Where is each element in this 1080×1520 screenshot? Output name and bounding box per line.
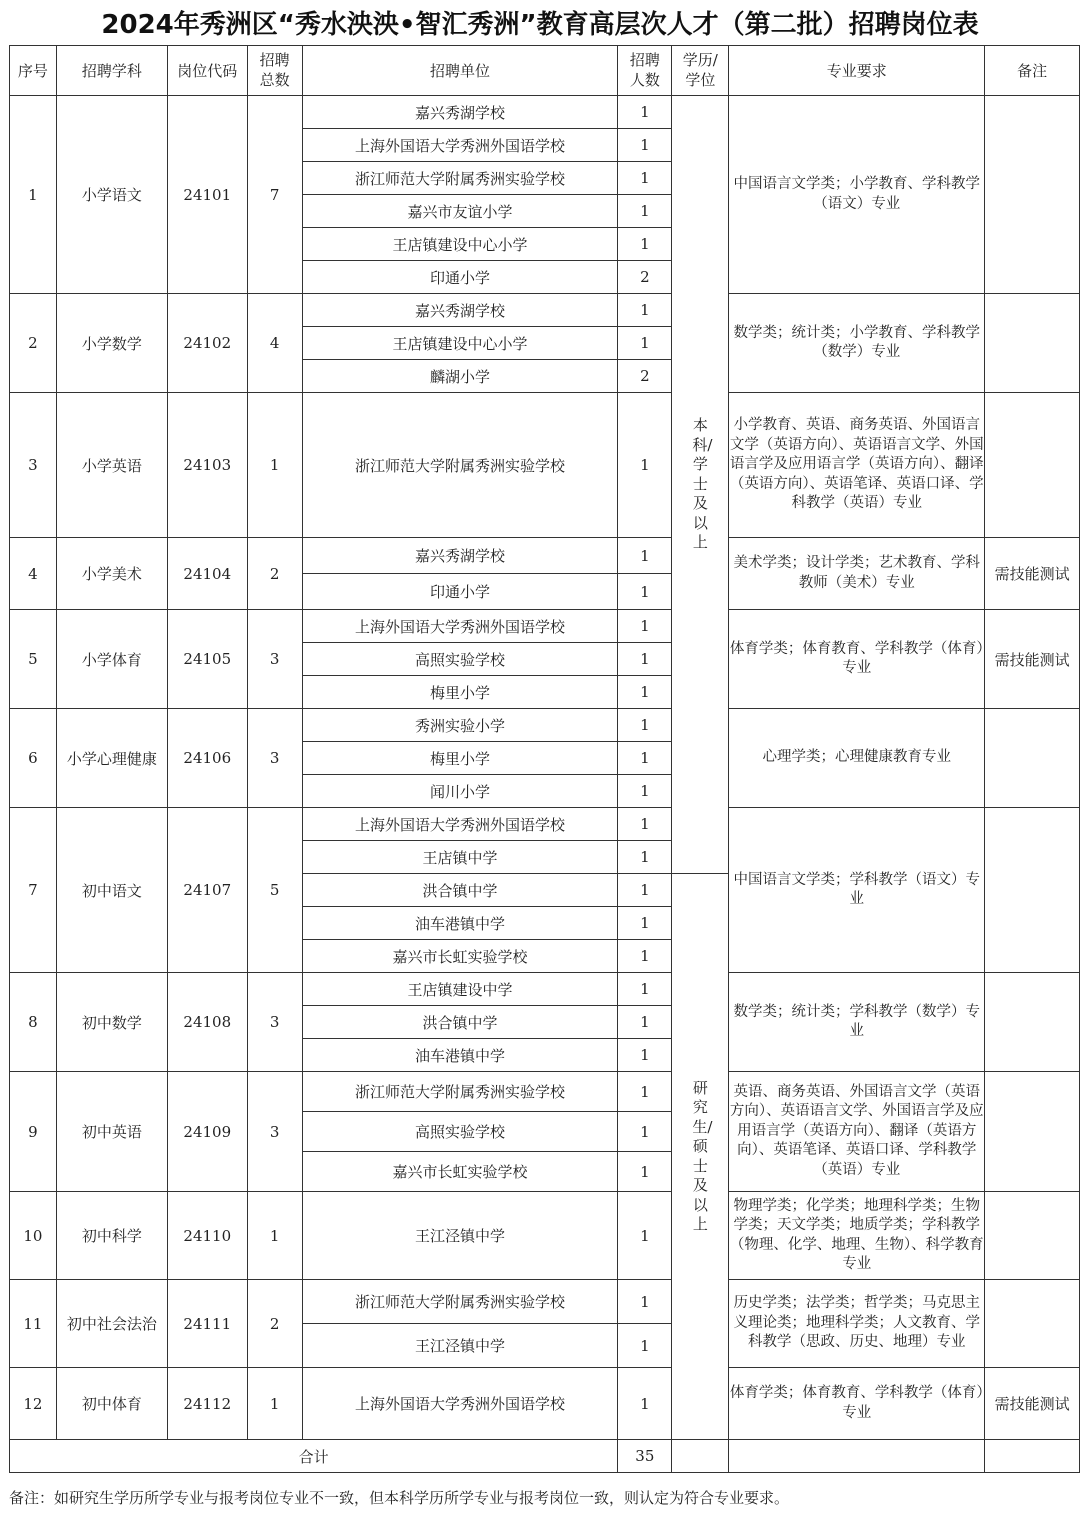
- major-cell: 美术学类；设计学类；艺术教育、学科教师（美术）专业: [729, 538, 985, 610]
- total-edu-empty: [672, 1440, 729, 1473]
- code-cell: 24101: [168, 96, 247, 294]
- total-cell: 1: [247, 1192, 302, 1280]
- count-cell: 1: [618, 742, 672, 775]
- subject-cell: 初中科学: [56, 1192, 167, 1280]
- total-cell: 1: [247, 1368, 302, 1440]
- header-subject: 招聘学科: [56, 46, 167, 96]
- unit-cell: 梅里小学: [302, 676, 617, 709]
- unit-cell: 王江泾镇中学: [302, 1192, 617, 1280]
- count-cell: 1: [618, 96, 672, 129]
- count-cell: 1: [618, 1152, 672, 1192]
- unit-cell: 麟湖小学: [302, 360, 617, 393]
- count-cell: 1: [618, 841, 672, 874]
- unit-cell: 洪合镇中学: [302, 874, 617, 907]
- table-row: [10, 294, 1080, 327]
- major-cell: 体育学类；体育教育、学科教学（体育）专业: [729, 1368, 985, 1440]
- seq-cell: 4: [10, 538, 57, 610]
- count-cell: 1: [618, 294, 672, 327]
- unit-cell: 高照实验学校: [302, 643, 617, 676]
- subject-cell: 初中英语: [56, 1072, 167, 1192]
- unit-cell: 高照实验学校: [302, 1112, 617, 1152]
- unit-cell: 嘉兴秀湖学校: [302, 96, 617, 129]
- footnote: 备注：如研究生学历所学专业与报考岗位专业不一致，但本科学历所学专业与报考岗位一致，则认定为符合专业要求。: [9, 1489, 790, 1507]
- major-cell: 中国语言文学类；学科教学（语文）专业: [729, 808, 985, 973]
- major-cell: 历史学类；法学类；哲学类；马克思主义理论类；地理科学类；人文教育、学科教学（思政、历史、地理）专业: [729, 1280, 985, 1368]
- unit-cell: 浙江师范大学附属秀洲实验学校: [302, 1280, 617, 1324]
- code-cell: 24104: [168, 538, 247, 610]
- count-cell: 1: [618, 129, 672, 162]
- seq-cell: 2: [10, 294, 57, 393]
- table-row: [10, 538, 1080, 574]
- total-cell: 3: [247, 973, 302, 1072]
- table-row: [10, 96, 1080, 129]
- seq-cell: 8: [10, 973, 57, 1072]
- education-cell: [672, 96, 729, 874]
- remark-cell: [985, 808, 1080, 973]
- unit-cell: 嘉兴市长虹实验学校: [302, 1152, 617, 1192]
- header-major: 专业要求: [729, 46, 985, 96]
- remark-cell: [985, 973, 1080, 1072]
- education-cell: [672, 874, 729, 1440]
- major-cell: 物理学类；化学类；地理科学类；生物学类；天文学类；地质学类；学科教学（物理、化学、地理、生物）、科学教育专业: [729, 1192, 985, 1280]
- seq-cell: 7: [10, 808, 57, 973]
- total-major-empty: [729, 1440, 985, 1473]
- unit-cell: 上海外国语大学秀洲外国语学校: [302, 129, 617, 162]
- seq-cell: 6: [10, 709, 57, 808]
- header-seq: 序号: [10, 46, 57, 96]
- code-cell: 24109: [168, 1072, 247, 1192]
- code-cell: 24102: [168, 294, 247, 393]
- code-cell: 24111: [168, 1280, 247, 1368]
- unit-cell: 王店镇建设中心小学: [302, 228, 617, 261]
- unit-cell: 闻川小学: [302, 775, 617, 808]
- subject-cell: 小学英语: [56, 393, 167, 538]
- count-cell: 1: [618, 1039, 672, 1072]
- recruitment-table: [9, 45, 1080, 1473]
- page-title: 2024年秀洲区“秀水泱泱•智汇秀洲”教育高层次人才（第二批）招聘岗位表: [101, 10, 979, 40]
- unit-cell: 上海外国语大学秀洲外国语学校: [302, 1368, 617, 1440]
- table-row: [10, 1192, 1080, 1280]
- table-row: [10, 610, 1080, 643]
- unit-cell: 嘉兴市长虹实验学校: [302, 940, 617, 973]
- remark-cell: [985, 1280, 1080, 1368]
- major-cell: 心理学类；心理健康教育专业: [729, 709, 985, 808]
- count-cell: 1: [618, 1072, 672, 1112]
- count-cell: 1: [618, 940, 672, 973]
- count-cell: 1: [618, 709, 672, 742]
- seq-cell: 12: [10, 1368, 57, 1440]
- major-cell: 英语、商务英语、外国语言文学（英语方向）、英语语言文学、外国语言学及应用语言学（英语方向）、翻译（英语方向）、英语笔译、英语口译、学科教学（英语）专业: [729, 1072, 985, 1192]
- count-cell: 2: [618, 261, 672, 294]
- seq-cell: 5: [10, 610, 57, 709]
- code-cell: 24105: [168, 610, 247, 709]
- count-cell: 1: [618, 393, 672, 538]
- code-cell: 24112: [168, 1368, 247, 1440]
- count-cell: 1: [618, 1280, 672, 1324]
- subject-cell: 初中语文: [56, 808, 167, 973]
- unit-cell: 浙江师范大学附属秀洲实验学校: [302, 1072, 617, 1112]
- unit-cell: 嘉兴秀湖学校: [302, 538, 617, 574]
- header-code: 岗位代码: [168, 46, 247, 96]
- remark-cell: 需技能测试: [985, 610, 1080, 709]
- table-row: [10, 709, 1080, 742]
- total-row: [10, 1440, 1080, 1473]
- remark-cell: [985, 393, 1080, 538]
- total-cell: 7: [247, 96, 302, 294]
- unit-cell: 王店镇建设中学: [302, 973, 617, 1006]
- seq-cell: 10: [10, 1192, 57, 1280]
- header-row: [10, 46, 1080, 96]
- total-remark-empty: [985, 1440, 1080, 1473]
- count-cell: 1: [618, 907, 672, 940]
- count-cell: 1: [618, 874, 672, 907]
- count-cell: 1: [618, 195, 672, 228]
- count-cell: 1: [618, 1368, 672, 1440]
- unit-cell: 上海外国语大学秀洲外国语学校: [302, 610, 617, 643]
- count-cell: 1: [618, 1006, 672, 1039]
- total-value: 35: [618, 1440, 672, 1473]
- code-cell: 24108: [168, 973, 247, 1072]
- count-cell: 1: [618, 973, 672, 1006]
- count-cell: 1: [618, 808, 672, 841]
- unit-cell: 秀洲实验小学: [302, 709, 617, 742]
- header-unit: 招聘单位: [302, 46, 617, 96]
- remark-cell: [985, 1072, 1080, 1192]
- header-remark: 备注: [985, 46, 1080, 96]
- count-cell: 1: [618, 1192, 672, 1280]
- total-cell: 3: [247, 610, 302, 709]
- remark-cell: [985, 709, 1080, 808]
- count-cell: 1: [618, 643, 672, 676]
- total-cell: 4: [247, 294, 302, 393]
- header-total: 招聘总数: [247, 46, 302, 96]
- count-cell: 1: [618, 676, 672, 709]
- unit-cell: 浙江师范大学附属秀洲实验学校: [302, 393, 617, 538]
- education-text: 研究生/硕士及以上: [692, 1078, 713, 1233]
- code-cell: 24110: [168, 1192, 247, 1280]
- major-cell: 数学类；统计类；学科教学（数学）专业: [729, 973, 985, 1072]
- subject-cell: 初中社会法治: [56, 1280, 167, 1368]
- total-cell: 3: [247, 1072, 302, 1192]
- count-cell: 1: [618, 327, 672, 360]
- education-text: 本科/学士及以上: [692, 416, 713, 552]
- unit-cell: 梅里小学: [302, 742, 617, 775]
- unit-cell: 嘉兴市友谊小学: [302, 195, 617, 228]
- table-row: [10, 808, 1080, 841]
- total-cell: 5: [247, 808, 302, 973]
- count-cell: 1: [618, 538, 672, 574]
- total-cell: 2: [247, 1280, 302, 1368]
- remark-cell: [985, 96, 1080, 294]
- total-cell: 3: [247, 709, 302, 808]
- count-cell: 1: [618, 610, 672, 643]
- unit-cell: 洪合镇中学: [302, 1006, 617, 1039]
- major-cell: 数学类；统计类；小学教育、学科教学（数学）专业: [729, 294, 985, 393]
- seq-cell: 9: [10, 1072, 57, 1192]
- count-cell: 1: [618, 574, 672, 610]
- unit-cell: 印通小学: [302, 574, 617, 610]
- code-cell: 24107: [168, 808, 247, 973]
- seq-cell: 3: [10, 393, 57, 538]
- header-count: 招聘人数: [618, 46, 672, 96]
- total-cell: 2: [247, 538, 302, 610]
- code-cell: 24106: [168, 709, 247, 808]
- subject-cell: 小学数学: [56, 294, 167, 393]
- unit-cell: 王店镇中学: [302, 841, 617, 874]
- unit-cell: 印通小学: [302, 261, 617, 294]
- remark-cell: 需技能测试: [985, 1368, 1080, 1440]
- subject-cell: 小学语文: [56, 96, 167, 294]
- seq-cell: 11: [10, 1280, 57, 1368]
- count-cell: 1: [618, 1324, 672, 1368]
- major-cell: 体育学类；体育教育、学科教学（体育）专业: [729, 610, 985, 709]
- count-cell: 1: [618, 775, 672, 808]
- count-cell: 1: [618, 1112, 672, 1152]
- table-row: [10, 1280, 1080, 1324]
- code-cell: 24103: [168, 393, 247, 538]
- unit-cell: 浙江师范大学附属秀洲实验学校: [302, 162, 617, 195]
- subject-cell: 初中体育: [56, 1368, 167, 1440]
- remark-cell: [985, 294, 1080, 393]
- unit-cell: 嘉兴秀湖学校: [302, 294, 617, 327]
- table-row: [10, 393, 1080, 538]
- header-edu: 学历/学位: [672, 46, 729, 96]
- unit-cell: 油车港镇中学: [302, 907, 617, 940]
- table-row: [10, 1368, 1080, 1440]
- subject-cell: 初中数学: [56, 973, 167, 1072]
- unit-cell: 王江泾镇中学: [302, 1324, 617, 1368]
- count-cell: 1: [618, 162, 672, 195]
- unit-cell: 王店镇建设中心小学: [302, 327, 617, 360]
- remark-cell: [985, 1192, 1080, 1280]
- total-cell: 1: [247, 393, 302, 538]
- subject-cell: 小学美术: [56, 538, 167, 610]
- major-cell: 小学教育、英语、商务英语、外国语言文学（英语方向）、英语语言文学、外国语言学及应用语言学（英语方向）、翻译（英语方向）、英语笔译、英语口译、学科教学（英语）专业: [729, 393, 985, 538]
- table-row: [10, 973, 1080, 1006]
- subject-cell: 小学体育: [56, 610, 167, 709]
- remark-cell: 需技能测试: [985, 538, 1080, 610]
- unit-cell: 油车港镇中学: [302, 1039, 617, 1072]
- table-row: [10, 1072, 1080, 1112]
- count-cell: 1: [618, 228, 672, 261]
- major-cell: 中国语言文学类；小学教育、学科教学（语文）专业: [729, 96, 985, 294]
- seq-cell: 1: [10, 96, 57, 294]
- subject-cell: 小学心理健康: [56, 709, 167, 808]
- unit-cell: 上海外国语大学秀洲外国语学校: [302, 808, 617, 841]
- count-cell: 2: [618, 360, 672, 393]
- total-label: 合计: [10, 1440, 618, 1473]
